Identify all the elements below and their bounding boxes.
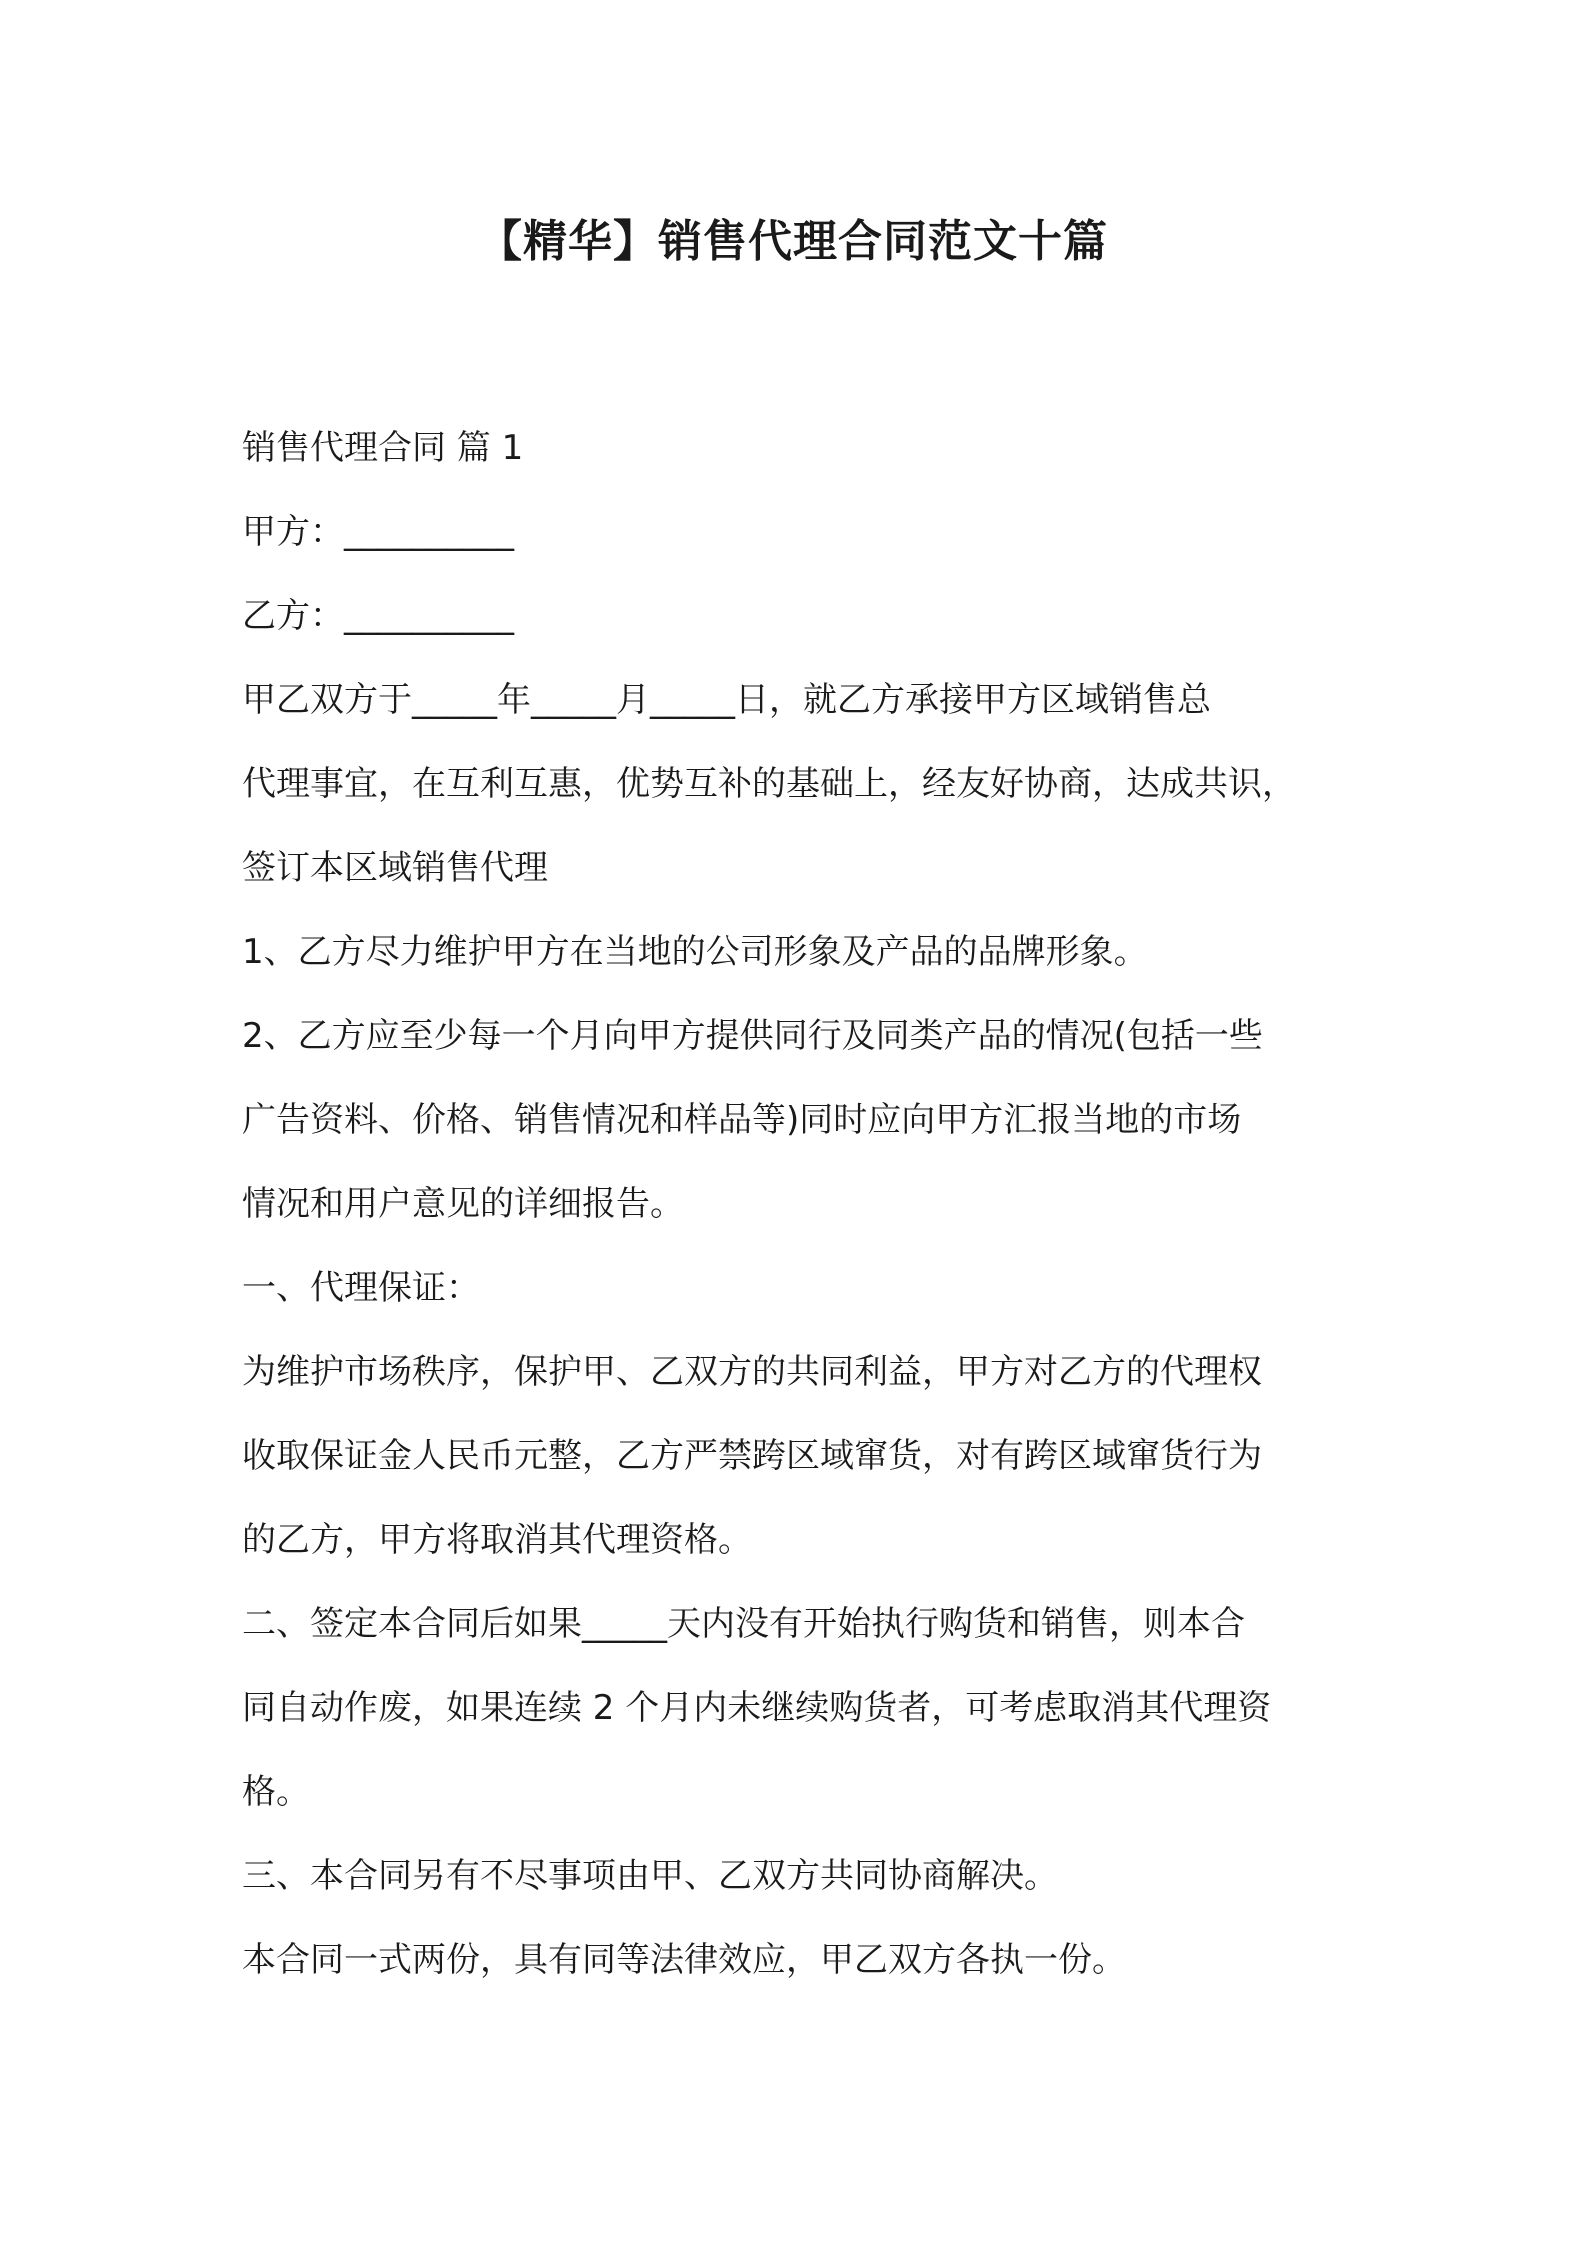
paragraph-line: 签订本区域销售代理 [242, 848, 548, 888]
party-a-line: 甲方：__________ [242, 512, 514, 552]
clause-heading: 一、代理保证： [242, 1268, 480, 1308]
party-b-line: 乙方：__________ [242, 596, 514, 636]
clause-line: 广告资料、价格、销售情况和样品等)同时应向甲方汇报当地的市场 [242, 1100, 1242, 1140]
clause-line: 1、乙方尽力维护甲方在当地的公司形象及产品的品牌形象。 [242, 932, 1148, 972]
clause-line: 为维护市场秩序，保护甲、乙双方的共同利益，甲方对乙方的代理权 [242, 1352, 1262, 1392]
clause-line: 同自动作废，如果连续 2 个月内未继续购货者，可考虑取消其代理资 [242, 1688, 1272, 1728]
clause-line: 三、本合同另有不尽事项由甲、乙双方共同协商解决。 [242, 1856, 1058, 1896]
section-heading: 销售代理合同 篇 1 [242, 428, 524, 468]
clause-line: 格。 [242, 1772, 310, 1812]
paragraph-line: 代理事宜，在互利互惠，优势互补的基础上，经友好协商，达成共识， [242, 764, 1296, 804]
paragraph-line: 甲乙双方于_____年_____月_____日，就乙方承接甲方区域销售总 [242, 680, 1211, 720]
clause-line: 收取保证金人民币元整，乙方严禁跨区域窜货，对有跨区域窜货行为 [242, 1436, 1262, 1476]
clause-line: 2、乙方应至少每一个月向甲方提供同行及同类产品的情况(包括一些 [242, 1016, 1263, 1056]
closing-line: 本合同一式两份，具有同等法律效应，甲乙双方各执一份。 [242, 1940, 1126, 1980]
clause-line: 的乙方，甲方将取消其代理资格。 [242, 1520, 752, 1560]
clause-line: 情况和用户意见的详细报告。 [242, 1184, 684, 1224]
document-body [242, 406, 1362, 2002]
document-title: 【精华】销售代理合同范文十篇 [478, 216, 1108, 267]
clause-line: 二、签定本合同后如果_____天内没有开始执行购货和销售，则本合 [242, 1604, 1245, 1644]
